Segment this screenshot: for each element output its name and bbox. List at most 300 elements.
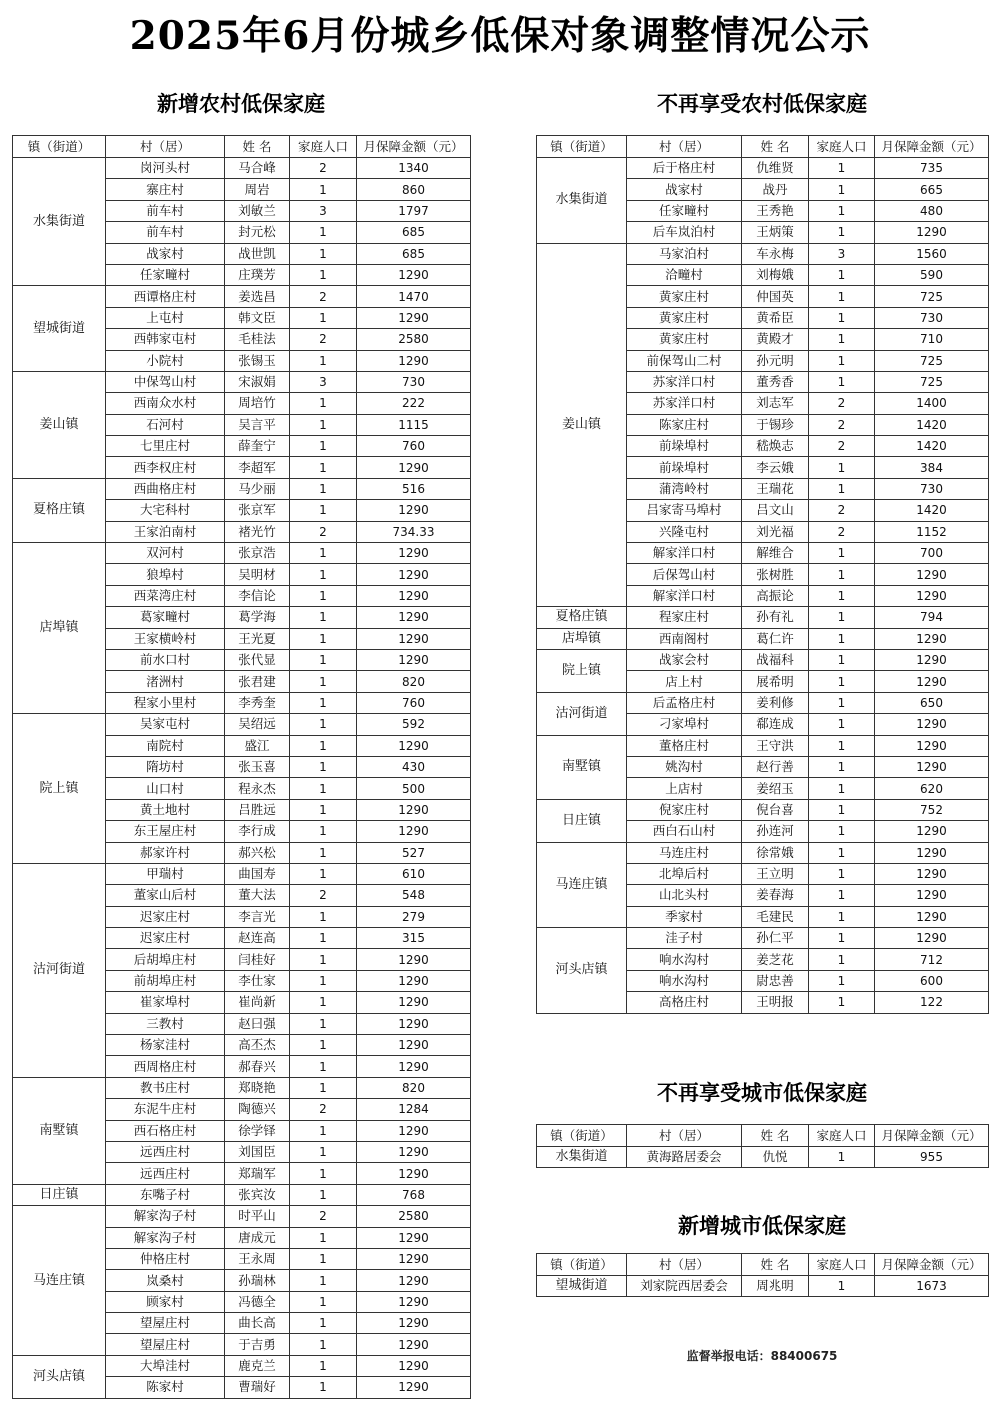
monthly-amount-cell: 1290: [875, 735, 989, 756]
household-size-cell: 2: [290, 521, 357, 542]
table-row: [13, 1184, 471, 1205]
table-row: [537, 1276, 989, 1297]
table-row: [13, 371, 471, 392]
name-cell: 张京浩: [225, 543, 290, 564]
village-cell: 苏家洋口村: [627, 371, 742, 392]
household-size-cell: 2: [809, 436, 875, 457]
village-cell: 响水沟村: [627, 949, 742, 970]
village-cell: 三教村: [106, 1013, 225, 1034]
monthly-amount-cell: 500: [357, 778, 471, 799]
name-cell: 王秀艳: [742, 200, 809, 221]
household-size-cell: 1: [290, 714, 357, 735]
name-cell: 闫桂好: [225, 949, 290, 970]
village-cell: 陈家庄村: [627, 414, 742, 435]
table-row: [13, 158, 471, 179]
monthly-amount-cell: 1290: [357, 1270, 471, 1291]
household-size-cell: 1: [809, 735, 875, 756]
household-size-cell: 1: [290, 1163, 357, 1184]
header-row: [537, 136, 989, 158]
monthly-amount-cell: 1290: [357, 564, 471, 585]
monthly-amount-cell: 820: [357, 671, 471, 692]
name-cell: 王永周: [225, 1248, 290, 1269]
village-cell: 双河村: [106, 543, 225, 564]
monthly-amount-cell: 430: [357, 756, 471, 777]
household-size-cell: 1: [809, 1147, 875, 1168]
table-row: [13, 543, 471, 564]
monthly-amount-cell: 1290: [357, 735, 471, 756]
village-cell: 七里庄村: [106, 436, 225, 457]
household-size-cell: 1: [290, 756, 357, 777]
town-cell: 院上镇: [537, 649, 627, 692]
household-size-cell: 1: [290, 585, 357, 606]
name-cell: 战福科: [742, 649, 809, 670]
name-cell: 倪台喜: [742, 799, 809, 820]
monthly-amount-cell: 1290: [357, 949, 471, 970]
name-cell: 孙仁平: [742, 928, 809, 949]
town-cell: 河头店镇: [537, 928, 627, 1014]
table-row: [537, 158, 989, 179]
household-size-cell: 1: [290, 243, 357, 264]
monthly-amount-cell: 1290: [875, 585, 989, 606]
monthly-amount-cell: 700: [875, 543, 989, 564]
name-cell: 孙连河: [742, 821, 809, 842]
monthly-amount-cell: 1420: [875, 436, 989, 457]
monthly-amount-cell: 712: [875, 949, 989, 970]
village-cell: 洼子村: [627, 928, 742, 949]
name-cell: 宋淑娟: [225, 371, 290, 392]
village-cell: 解家沟子村: [106, 1227, 225, 1248]
monthly-amount-cell: 1290: [875, 821, 989, 842]
name-cell: 仇维贤: [742, 158, 809, 179]
name-cell: 周兆明: [742, 1276, 809, 1297]
village-cell: 东泥牛庄村: [106, 1099, 225, 1120]
name-cell: 葛仁许: [742, 628, 809, 649]
household-size-cell: 2: [290, 885, 357, 906]
household-size-cell: 1: [290, 1377, 357, 1398]
village-cell: 小院村: [106, 350, 225, 371]
name-cell: 孙有礼: [742, 607, 809, 628]
monthly-amount-cell: 2580: [357, 1206, 471, 1227]
village-cell: 蒲湾岭村: [627, 478, 742, 499]
name-cell: 尉忠善: [742, 970, 809, 991]
household-size-cell: 1: [809, 329, 875, 350]
name-cell: 孙元明: [742, 350, 809, 371]
village-cell: 南院村: [106, 735, 225, 756]
household-size-cell: 1: [290, 799, 357, 820]
name-cell: 曲长高: [225, 1313, 290, 1334]
table-row: [537, 628, 989, 649]
column-header: 姓 名: [225, 136, 290, 158]
village-cell: 前车村: [106, 200, 225, 221]
table-row: [537, 649, 989, 670]
name-cell: 高振论: [742, 585, 809, 606]
village-cell: 吴家屯村: [106, 714, 225, 735]
monthly-amount-cell: 1290: [357, 1291, 471, 1312]
household-size-cell: 1: [809, 264, 875, 285]
column-header: 月保障金额（元）: [875, 1125, 989, 1147]
village-cell: 甲瑞村: [106, 863, 225, 884]
name-cell: 刘志军: [742, 393, 809, 414]
monthly-amount-cell: 592: [357, 714, 471, 735]
household-size-cell: 1: [290, 1334, 357, 1355]
village-cell: 西菜湾庄村: [106, 585, 225, 606]
village-cell: 远西庄村: [106, 1141, 225, 1162]
column-header: 姓 名: [742, 136, 809, 158]
household-size-cell: 1: [809, 821, 875, 842]
exit-rural-title: 不再享受农村低保家庭: [657, 91, 867, 116]
village-cell: 姚沟村: [627, 756, 742, 777]
name-cell: 战世凯: [225, 243, 290, 264]
name-cell: 刘光福: [742, 521, 809, 542]
column-header: 月保障金额（元）: [357, 136, 471, 158]
village-cell: 山北头村: [627, 885, 742, 906]
household-size-cell: 1: [290, 393, 357, 414]
monthly-amount-cell: 1290: [875, 756, 989, 777]
village-cell: 渚洲村: [106, 671, 225, 692]
monthly-amount-cell: 1290: [875, 863, 989, 884]
monthly-amount-cell: 1290: [875, 564, 989, 585]
monthly-amount-cell: 1420: [875, 414, 989, 435]
name-cell: 李言光: [225, 906, 290, 927]
village-cell: 任家疃村: [627, 200, 742, 221]
name-cell: 赵行善: [742, 756, 809, 777]
village-cell: 刘家院西居委会: [627, 1276, 742, 1297]
monthly-amount-cell: 1290: [357, 628, 471, 649]
household-size-cell: 1: [290, 179, 357, 200]
table-row: [537, 1147, 989, 1168]
monthly-amount-cell: 122: [875, 992, 989, 1013]
name-cell: 姜春海: [742, 885, 809, 906]
monthly-amount-cell: 384: [875, 457, 989, 478]
monthly-amount-cell: 1290: [357, 543, 471, 564]
name-cell: 吕胜远: [225, 799, 290, 820]
household-size-cell: 1: [290, 1013, 357, 1034]
monthly-amount-cell: 2580: [357, 329, 471, 350]
name-cell: 赵连高: [225, 928, 290, 949]
monthly-amount-cell: 610: [357, 863, 471, 884]
monthly-amount-cell: 1290: [357, 1163, 471, 1184]
household-size-cell: 1: [290, 222, 357, 243]
town-cell: 望城街道: [537, 1276, 627, 1297]
monthly-amount-cell: 760: [357, 692, 471, 713]
name-cell: 嵇焕志: [742, 436, 809, 457]
monthly-amount-cell: 725: [875, 286, 989, 307]
household-size-cell: 1: [290, 478, 357, 499]
town-cell: 姜山镇: [13, 371, 106, 478]
monthly-amount-cell: 1673: [875, 1276, 989, 1297]
monthly-amount-cell: 1290: [357, 992, 471, 1013]
monthly-amount-cell: 1290: [875, 885, 989, 906]
household-size-cell: 1: [809, 585, 875, 606]
household-size-cell: 1: [290, 671, 357, 692]
name-cell: 张代显: [225, 649, 290, 670]
monthly-amount-cell: 1290: [357, 1227, 471, 1248]
name-cell: 马合峰: [225, 158, 290, 179]
village-cell: 西南众水村: [106, 393, 225, 414]
household-size-cell: 1: [290, 1035, 357, 1056]
monthly-amount-cell: 1290: [357, 970, 471, 991]
table-row: [13, 478, 471, 499]
household-size-cell: 2: [290, 158, 357, 179]
monthly-amount-cell: 1290: [357, 1056, 471, 1077]
village-cell: 战家会村: [627, 649, 742, 670]
monthly-amount-cell: 665: [875, 179, 989, 200]
household-size-cell: 1: [809, 457, 875, 478]
name-cell: 崔尚新: [225, 992, 290, 1013]
household-size-cell: 3: [809, 243, 875, 264]
village-cell: 前垛埠村: [627, 436, 742, 457]
town-cell: 院上镇: [13, 714, 106, 864]
village-cell: 战家村: [106, 243, 225, 264]
name-cell: 冯德全: [225, 1291, 290, 1312]
monthly-amount-cell: 730: [875, 478, 989, 499]
monthly-amount-cell: 1290: [875, 842, 989, 863]
monthly-amount-cell: 1290: [357, 1248, 471, 1269]
household-size-cell: 2: [809, 414, 875, 435]
name-cell: 毛桂法: [225, 329, 290, 350]
village-cell: 顾家村: [106, 1291, 225, 1312]
name-cell: 姜利修: [742, 692, 809, 713]
village-cell: 响水沟村: [627, 970, 742, 991]
table-row: [13, 1355, 471, 1376]
name-cell: 于吉勇: [225, 1334, 290, 1355]
household-size-cell: 1: [290, 543, 357, 564]
monthly-amount-cell: 1284: [357, 1099, 471, 1120]
monthly-amount-cell: 590: [875, 264, 989, 285]
household-size-cell: 1: [290, 863, 357, 884]
village-cell: 杨家洼村: [106, 1035, 225, 1056]
household-size-cell: 1: [809, 222, 875, 243]
village-cell: 寨庄村: [106, 179, 225, 200]
name-cell: 孙瑞林: [225, 1270, 290, 1291]
village-cell: 程家小里村: [106, 692, 225, 713]
village-cell: 迟家庄村: [106, 928, 225, 949]
name-cell: 解维合: [742, 543, 809, 564]
village-cell: 后车岚泊村: [627, 222, 742, 243]
monthly-amount-cell: 730: [875, 307, 989, 328]
monthly-amount-cell: 1290: [357, 1313, 471, 1334]
monthly-amount-cell: 1797: [357, 200, 471, 221]
household-size-cell: 1: [809, 564, 875, 585]
monthly-amount-cell: 1290: [875, 928, 989, 949]
household-size-cell: 2: [290, 1206, 357, 1227]
name-cell: 褚光竹: [225, 521, 290, 542]
name-cell: 于锡珍: [742, 414, 809, 435]
name-cell: 吴言平: [225, 414, 290, 435]
monthly-amount-cell: 1560: [875, 243, 989, 264]
column-header: 家庭人口: [809, 1254, 875, 1276]
household-size-cell: 1: [290, 649, 357, 670]
name-cell: 曲国寿: [225, 863, 290, 884]
town-cell: 夏格庄镇: [537, 607, 627, 628]
village-cell: 前车村: [106, 222, 225, 243]
household-size-cell: 2: [290, 286, 357, 307]
name-cell: 刘敏兰: [225, 200, 290, 221]
new-urban-table: [536, 1253, 989, 1297]
name-cell: 庄璞芳: [225, 264, 290, 285]
village-cell: 黄海路居委会: [627, 1147, 742, 1168]
village-cell: 董家山后村: [106, 885, 225, 906]
village-cell: 后胡埠庄村: [106, 949, 225, 970]
column-header: 家庭人口: [290, 136, 357, 158]
name-cell: 李秀奎: [225, 692, 290, 713]
household-size-cell: 1: [809, 692, 875, 713]
household-size-cell: 1: [290, 970, 357, 991]
village-cell: 任家疃村: [106, 264, 225, 285]
name-cell: 郑瑞军: [225, 1163, 290, 1184]
column-header: 村（居）: [627, 136, 742, 158]
town-cell: 河头店镇: [13, 1355, 106, 1398]
monthly-amount-cell: 1290: [875, 222, 989, 243]
name-cell: 陶德兴: [225, 1099, 290, 1120]
household-size-cell: 1: [809, 286, 875, 307]
monthly-amount-cell: 516: [357, 478, 471, 499]
household-size-cell: 1: [290, 992, 357, 1013]
household-size-cell: 1: [290, 1077, 357, 1098]
household-size-cell: 1: [290, 906, 357, 927]
town-cell: 马连庄镇: [13, 1206, 106, 1356]
monthly-amount-cell: 1290: [357, 1120, 471, 1141]
household-size-cell: 1: [809, 906, 875, 927]
monthly-amount-cell: 1115: [357, 414, 471, 435]
monthly-amount-cell: 279: [357, 906, 471, 927]
name-cell: 马少丽: [225, 478, 290, 499]
household-size-cell: 1: [290, 500, 357, 521]
village-cell: 前保驾山二村: [627, 350, 742, 371]
village-cell: 西李权庄村: [106, 457, 225, 478]
village-cell: 马家泊村: [627, 243, 742, 264]
village-cell: 洽疃村: [627, 264, 742, 285]
name-cell: 徐常娥: [742, 842, 809, 863]
column-header: 家庭人口: [809, 136, 875, 158]
household-size-cell: 1: [809, 158, 875, 179]
village-cell: 岗河头村: [106, 158, 225, 179]
monthly-amount-cell: 768: [357, 1184, 471, 1205]
village-cell: 仲格庄村: [106, 1248, 225, 1269]
monthly-amount-cell: 860: [357, 179, 471, 200]
household-size-cell: 1: [809, 307, 875, 328]
household-size-cell: 1: [809, 179, 875, 200]
name-cell: 李云娥: [742, 457, 809, 478]
household-size-cell: 1: [809, 778, 875, 799]
monthly-amount-cell: 1400: [875, 393, 989, 414]
village-cell: 马连庄村: [627, 842, 742, 863]
monthly-amount-cell: 725: [875, 371, 989, 392]
monthly-amount-cell: 548: [357, 885, 471, 906]
household-size-cell: 1: [290, 1291, 357, 1312]
village-cell: 刁家埠村: [627, 714, 742, 735]
household-size-cell: 1: [809, 607, 875, 628]
village-cell: 大宅科村: [106, 500, 225, 521]
name-cell: 郗连成: [742, 714, 809, 735]
name-cell: 王光夏: [225, 628, 290, 649]
monthly-amount-cell: 480: [875, 200, 989, 221]
monthly-amount-cell: 685: [357, 243, 471, 264]
header-row: [13, 136, 471, 158]
household-size-cell: 1: [290, 1355, 357, 1376]
village-cell: 葛家疃村: [106, 607, 225, 628]
household-size-cell: 1: [290, 1120, 357, 1141]
village-cell: 后保驾山村: [627, 564, 742, 585]
household-size-cell: 2: [290, 329, 357, 350]
new-rural-title: 新增农村低保家庭: [157, 91, 325, 116]
village-cell: 店上村: [627, 671, 742, 692]
name-cell: 李信论: [225, 585, 290, 606]
name-cell: 车永梅: [742, 243, 809, 264]
name-cell: 张玉喜: [225, 756, 290, 777]
name-cell: 葛学海: [225, 607, 290, 628]
name-cell: 周培竹: [225, 393, 290, 414]
exit-rural-table: [536, 135, 989, 1014]
village-cell: 解家沟子村: [106, 1206, 225, 1227]
household-size-cell: 1: [290, 307, 357, 328]
household-size-cell: 1: [290, 692, 357, 713]
village-cell: 季家村: [627, 906, 742, 927]
name-cell: 刘国臣: [225, 1141, 290, 1162]
new-rural-table: [12, 135, 471, 1399]
name-cell: 仇悦: [742, 1147, 809, 1168]
household-size-cell: 1: [290, 928, 357, 949]
village-cell: 望屋庄村: [106, 1313, 225, 1334]
village-cell: 东嘴子村: [106, 1184, 225, 1205]
table-row: [13, 1077, 471, 1098]
monthly-amount-cell: 1290: [357, 457, 471, 478]
household-size-cell: 2: [809, 393, 875, 414]
village-cell: 前垛埠村: [627, 457, 742, 478]
name-cell: 吴绍远: [225, 714, 290, 735]
name-cell: 郝春兴: [225, 1056, 290, 1077]
name-cell: 吕文山: [742, 500, 809, 521]
monthly-amount-cell: 820: [357, 1077, 471, 1098]
name-cell: 王炳策: [742, 222, 809, 243]
page-title: 2025年6月份城乡低保对象调整情况公示: [129, 13, 871, 59]
name-cell: 姜选昌: [225, 286, 290, 307]
monthly-amount-cell: 725: [875, 350, 989, 371]
monthly-amount-cell: 794: [875, 607, 989, 628]
village-cell: 西谭格庄村: [106, 286, 225, 307]
table-row: [13, 1206, 471, 1227]
table-row: [13, 286, 471, 307]
monthly-amount-cell: 1290: [357, 607, 471, 628]
town-cell: 沽河街道: [13, 863, 106, 1077]
name-cell: 张君建: [225, 671, 290, 692]
village-cell: 兴隆屯村: [627, 521, 742, 542]
column-header: 姓 名: [742, 1254, 809, 1276]
household-size-cell: 1: [809, 628, 875, 649]
household-size-cell: 1: [290, 414, 357, 435]
monthly-amount-cell: 620: [875, 778, 989, 799]
village-cell: 前水口村: [106, 649, 225, 670]
monthly-amount-cell: 1290: [875, 714, 989, 735]
household-size-cell: 1: [809, 842, 875, 863]
monthly-amount-cell: 1290: [357, 585, 471, 606]
name-cell: 韩文臣: [225, 307, 290, 328]
column-header: 镇（街道）: [537, 1125, 627, 1147]
town-cell: 店埠镇: [13, 543, 106, 714]
household-size-cell: 3: [290, 371, 357, 392]
household-size-cell: 1: [290, 1313, 357, 1334]
name-cell: 张树胜: [742, 564, 809, 585]
monthly-amount-cell: 1290: [357, 264, 471, 285]
column-header: 家庭人口: [809, 1125, 875, 1147]
name-cell: 黄希臣: [742, 307, 809, 328]
household-size-cell: 3: [290, 200, 357, 221]
village-cell: 西白石山村: [627, 821, 742, 842]
town-cell: 店埠镇: [537, 628, 627, 649]
household-size-cell: 1: [290, 1184, 357, 1205]
column-header: 镇（街道）: [537, 136, 627, 158]
name-cell: 姜芝花: [742, 949, 809, 970]
